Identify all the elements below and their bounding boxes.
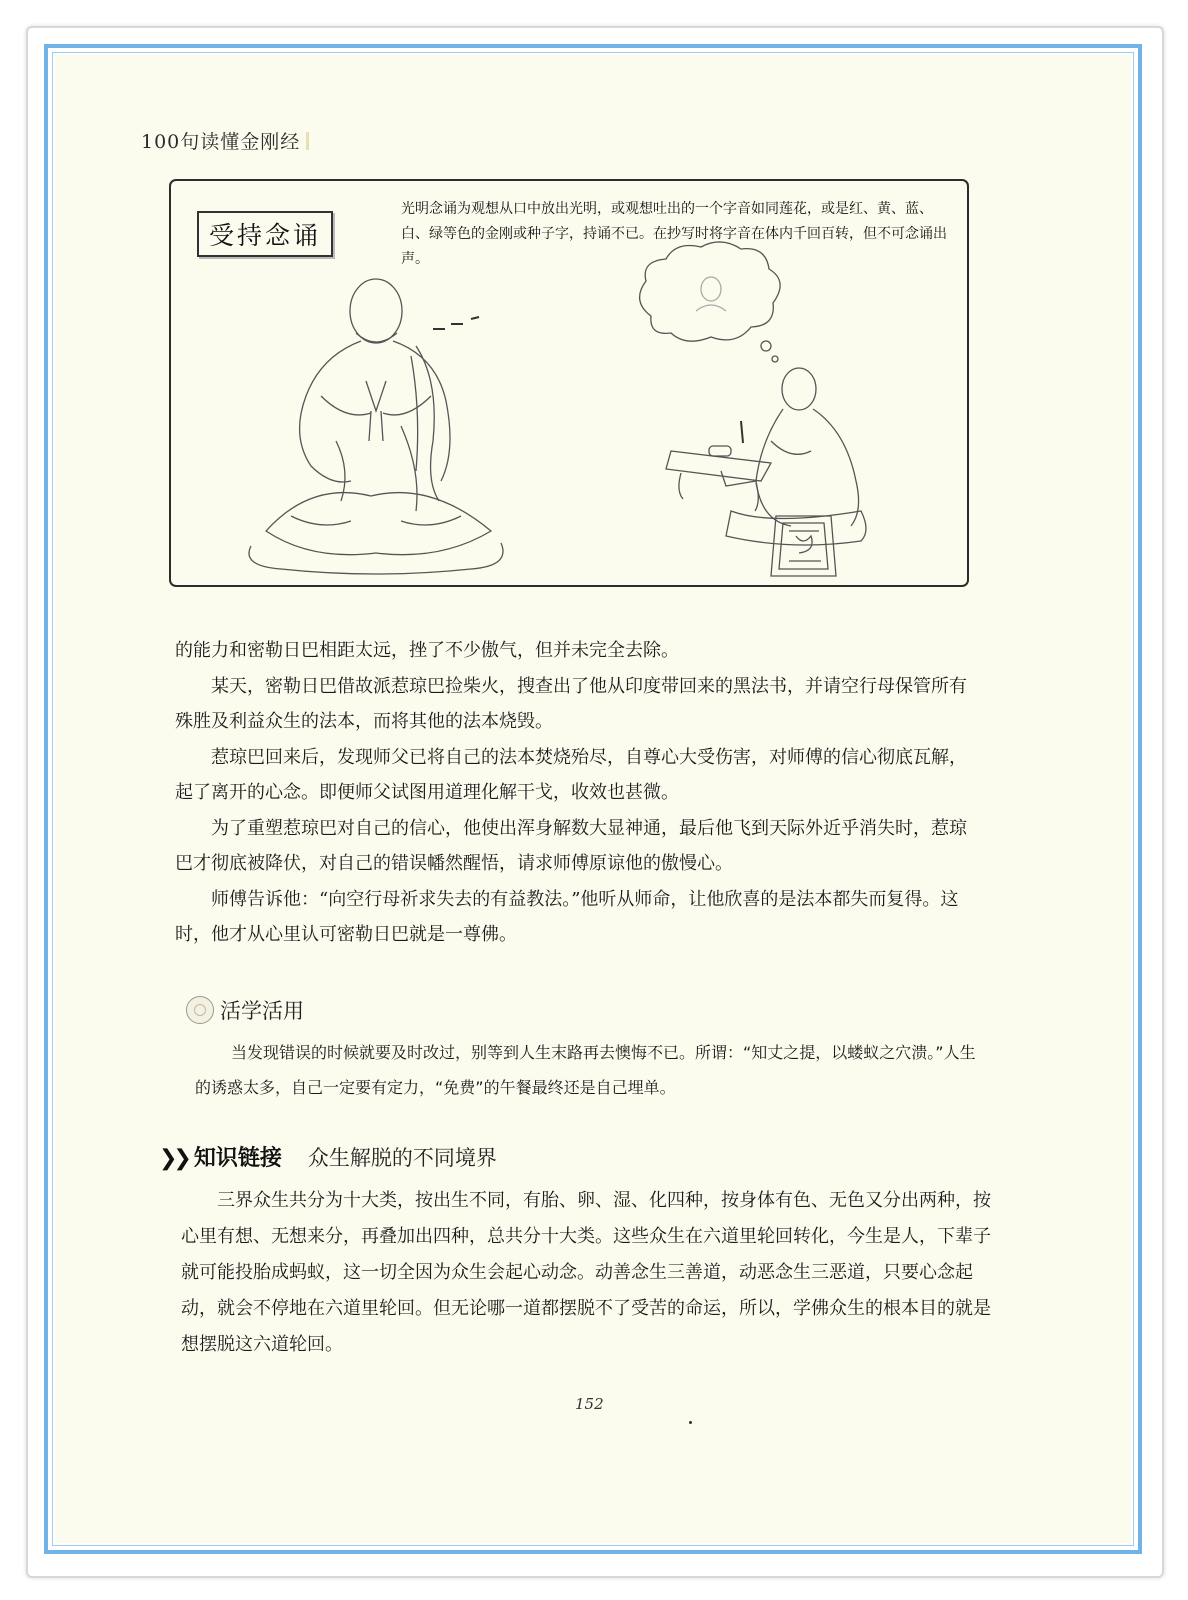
knowledge-paragraph: 三界众生共分为十大类，按出生不同，有胎、卵、湿、化四种，按身体有色、无色又分出两种，按心里有想、无想来分，再叠加出四种，总共分十大类。这些众生在六道里轮回转化，今生是人，下辈子就可能投胎成蚂蚁，这一切全因为众生会起心动念。动善念生三善道，动恶念生三恶道，只要心念起动，就会不停地在六道里轮回。但无论哪一道都摆脱不了受苦的命运，所以，学佛众生的根本目的就是想摆脱这六道轮回。 (181, 1190, 991, 1355)
story-paragraph: 师傅告诉他：“向空行母祈求失去的有益教法。”他听从师命，让他欣喜的是法本都失而复得。这时，他才从心里认可密勒日巴就是一尊佛。 (175, 888, 959, 945)
knowledge-link-heading (159, 1141, 497, 1172)
story-paragraph: 的能力和密勒日巴相距太远，挫了不少傲气，但并未完全去除。 (175, 640, 679, 661)
story-text (175, 633, 979, 953)
writing-monk-head (782, 368, 816, 410)
knowledge-link-title: 众生解脱的不同境界 (307, 1146, 497, 1170)
double-chevron-icon: ❯❯ (159, 1146, 188, 1171)
monk-head (350, 279, 402, 343)
book-page (55, 55, 1131, 1543)
speck (689, 1421, 692, 1424)
illustration-box (169, 179, 969, 587)
illustration-caption: 光明念诵为观想从口中放出光明，或观想吐出的一个字音如同莲花，或是红、黄、蓝、白、绿等色的金刚或种子字，持诵不已。在抄写时将字音在体内千回百转，但不可念诵出声。 (401, 201, 947, 267)
apply-paragraph: 当发现错误的时候就要及时改过，别等到人生末路再去懊悔不已。所谓：“知丈之提，以蝼蚁之穴溃。”人生的诱惑太多，自己一定要有定力，“免费”的午餐最终还是自己埋单。 (195, 1043, 976, 1097)
page-number: 152 (575, 1395, 604, 1413)
story-paragraph: 为了重塑惹琼巴对自己的信心，他使出浑身解数大显神通，最后他飞到天际外近乎消失时，惹琼巴才彻底被降伏，对自己的错误幡然醒悟，请求师傅原谅他的傲慢心。 (175, 817, 967, 874)
running-head (141, 127, 309, 154)
knowledge-link-label: 知识链接 (193, 1146, 282, 1171)
story-paragraph: 某天，密勒日巴借故派惹琼巴捡柴火，搜查出了他从印度带回来的黑法书，并请空行母保管所有殊胜及利益众生的法本，而将其他的法本烧毁。 (175, 675, 967, 732)
apply-text (195, 1035, 985, 1105)
monk-robe-lap (266, 493, 491, 555)
circle-icon (186, 996, 214, 1024)
illustration-title: 受持念诵 (197, 211, 333, 257)
apply-heading (186, 995, 304, 1025)
apply-heading-text: 活学活用 (220, 999, 304, 1023)
knowledge-text (181, 1183, 993, 1363)
story-paragraph: 惹琼巴回来后，发现师父已将自己的法本焚烧殆尽，自尊心大受伤害，对师傅的信心彻底瓦解，起了离开的心念。即便师父试图用道理化解干戈，收效也甚微。 (175, 746, 967, 803)
running-head-text: 100句读懂金刚经 (141, 131, 301, 153)
